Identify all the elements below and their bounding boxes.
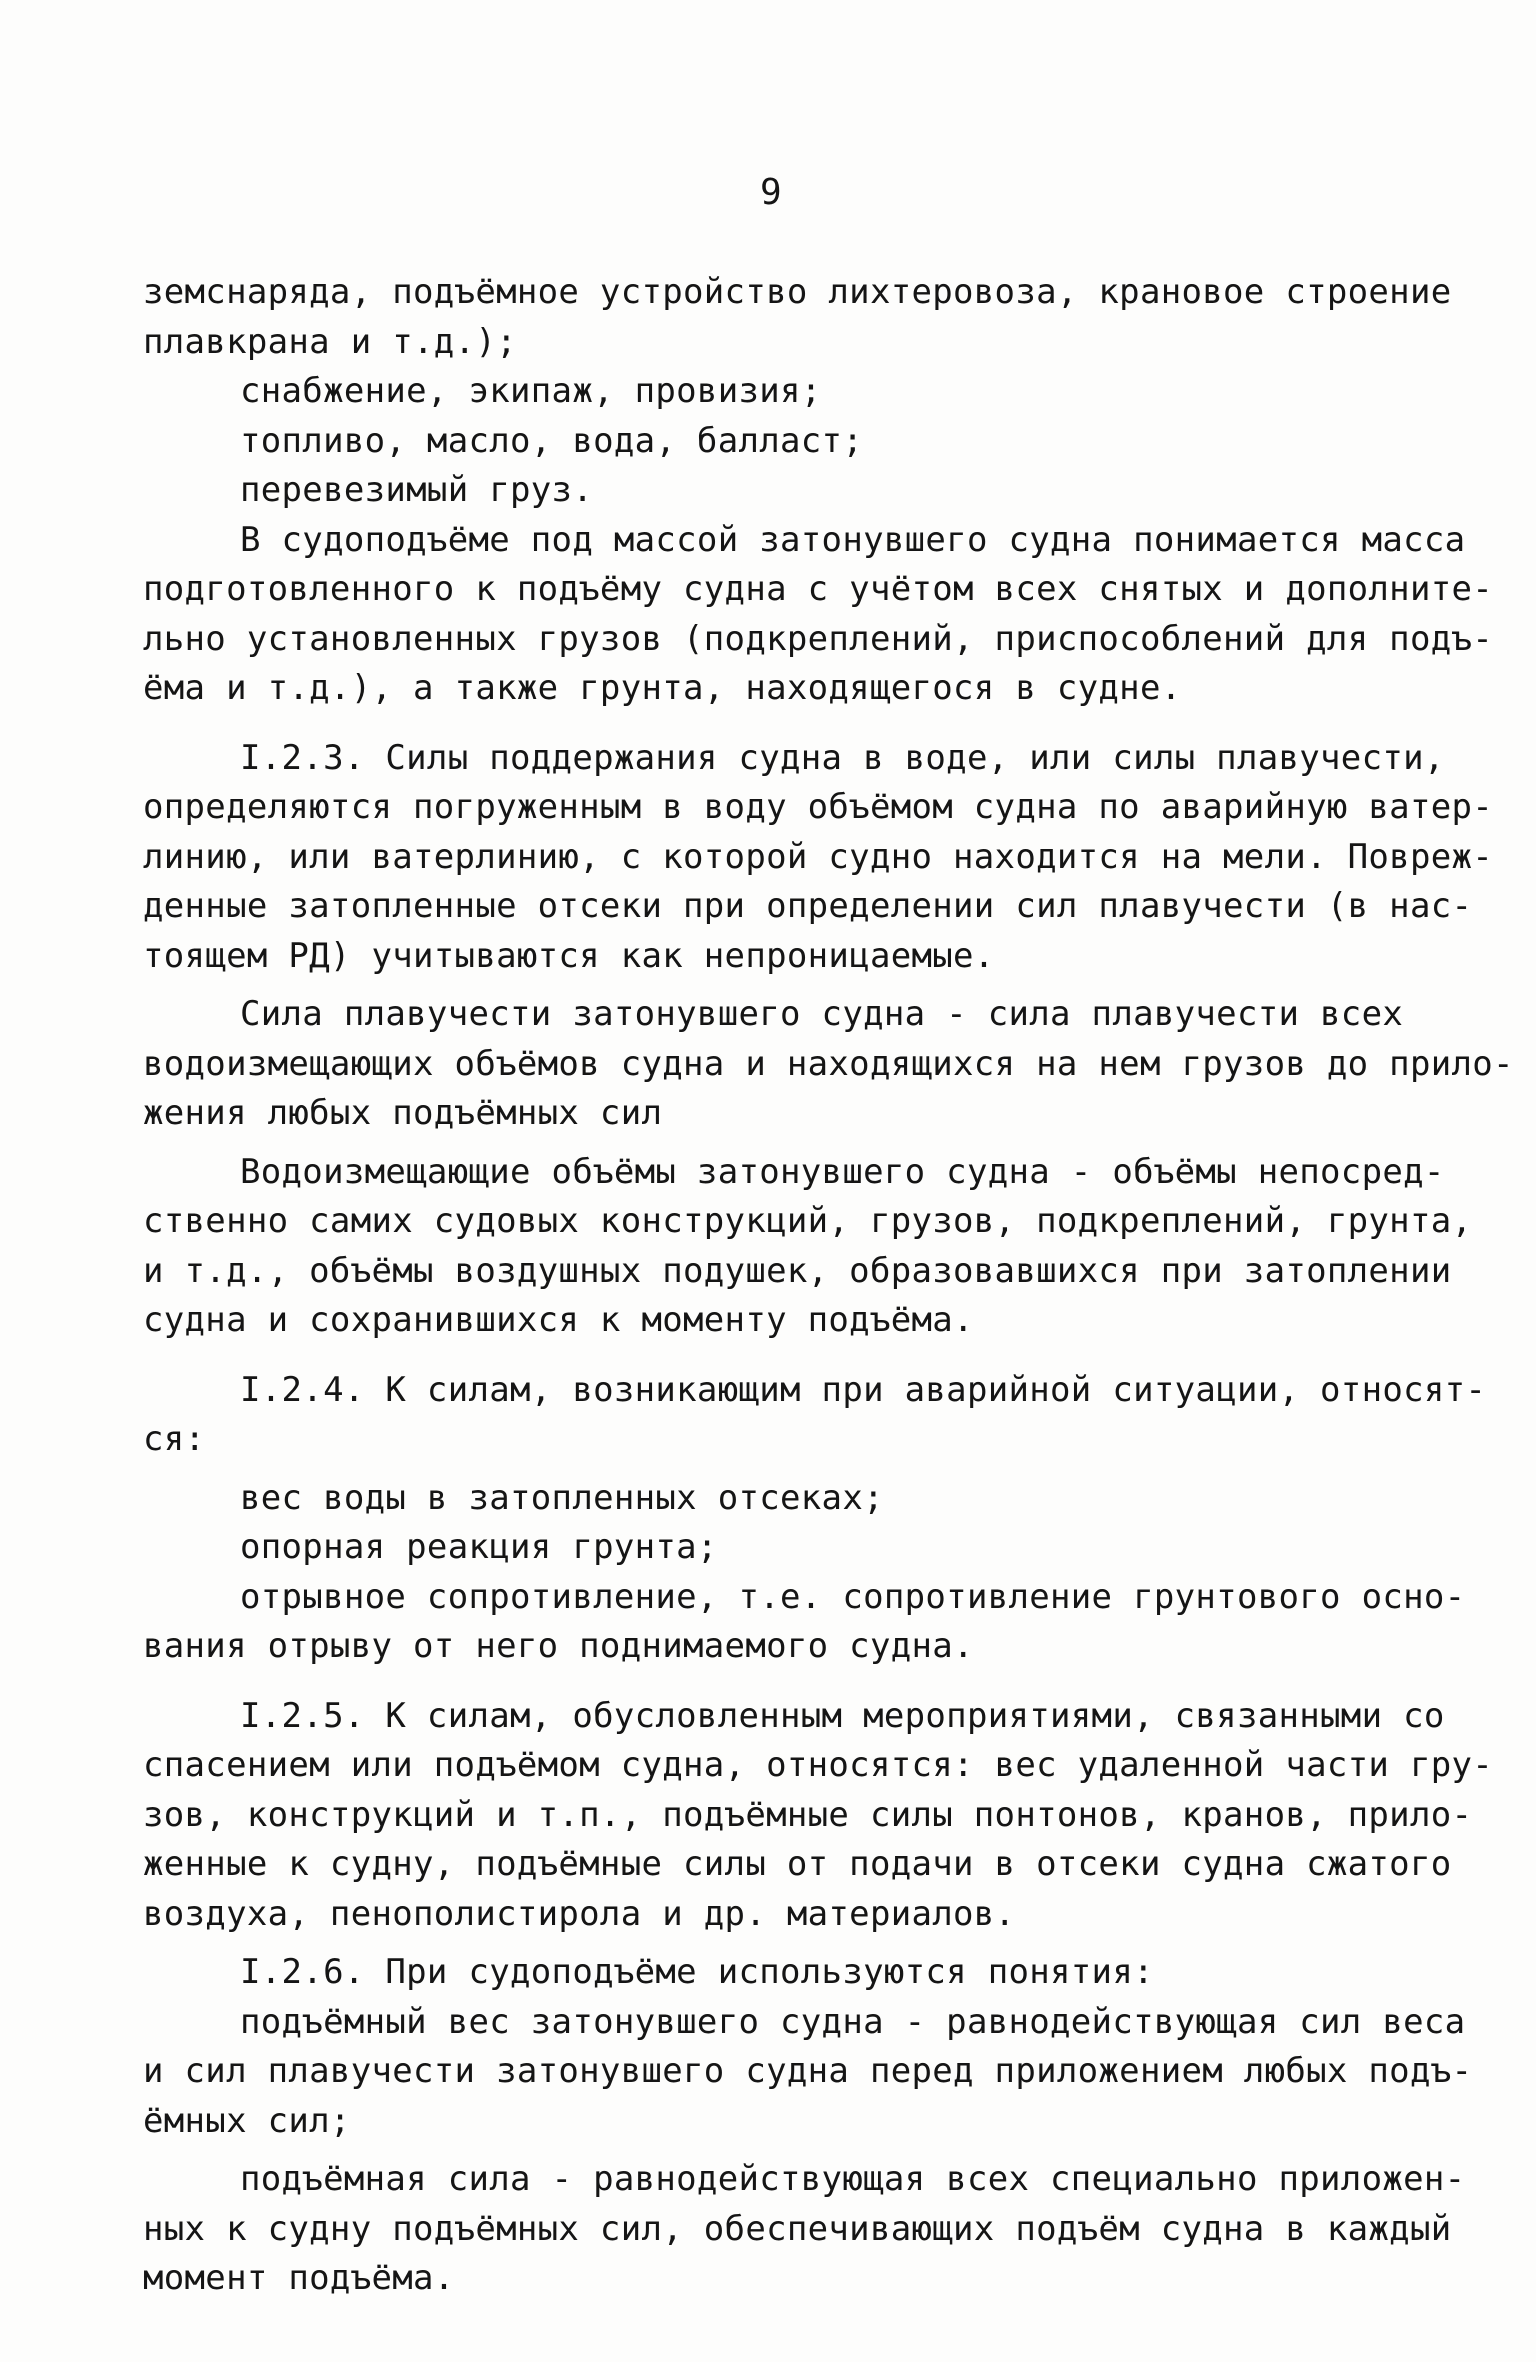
text-line: тоящем РД) учитываются как непроницаемые.	[143, 935, 995, 976]
text-line: водоизмещающих объёмов судна и находящихся на нем грузов до прило-	[143, 1043, 1514, 1084]
text-line: перевезимый груз.	[240, 470, 594, 510]
text-line: ся:	[143, 1419, 206, 1459]
text-line: льно установленных грузов (подкреплений, приспособлений для подъ-	[143, 618, 1494, 659]
text-line: судна и сохранившихся к моменту подъёма.	[143, 1300, 974, 1340]
text-line: денные затопленные отсеки при определении сил плавучести (в нас-	[143, 886, 1473, 926]
text-line: и сил плавучести затонувшего судна перед приложением любых подъ-	[143, 2051, 1473, 2091]
text-line: снабжение, экипаж, провизия;	[240, 371, 822, 411]
text-line: I.2.4. К силам, возникающим при аварийной ситуации, относят-	[240, 1369, 1487, 1410]
text-line: подъёмный вес затонувшего судна - равнодействующая сил веса	[240, 2001, 1466, 2042]
text-line: зов, конструкций и т.п., подъёмные силы понтонов, кранов, прило-	[143, 1794, 1473, 1835]
text-line: Водоизмещающие объёмы затонувшего судна - объёмы непосред-	[240, 1151, 1445, 1192]
text-line: линию, или ватерлинию, с которой судно находится на мели. Повреж-	[143, 836, 1494, 877]
text-line: ных к судну подъёмных сил, обеспечивающих подъём судна в каждый	[143, 2208, 1452, 2249]
text-line: жения любых подъёмных сил	[143, 1093, 663, 1133]
text-line: топливо, масло, вода, балласт;	[240, 420, 864, 461]
text-line: момент подъёма.	[143, 2258, 455, 2298]
text-line: В судоподъёме под массой затонувшего судна понимается масса	[240, 519, 1466, 560]
text-line: I.2.3. Силы поддержания судна в воде, или силы плавучести,	[240, 737, 1445, 778]
text-line: Сила плавучести затонувшего судна - сила плавучести всех	[240, 994, 1404, 1034]
text-line: вания отрыву от него поднимаемого судна.	[143, 1626, 974, 1666]
text-line: подъёмная сила - равнодействующая всех специально приложен-	[240, 2159, 1466, 2199]
text-line: и т.д., объёмы воздушных подушек, образовавшихся при затоплении	[143, 1250, 1452, 1291]
text-line: подготовленного к подъёму судна с учётом всех снятых и дополните-	[143, 569, 1494, 609]
text-line: опорная реакция грунта;	[240, 1527, 718, 1567]
text-line: определяются погруженным в воду объёмом судна по аварийную ватер-	[143, 787, 1494, 827]
text-line: спасением или подъёмом судна, относятся: вес удаленной части гру-	[143, 1745, 1494, 1785]
text-line: женные к судну, подъёмные силы от подачи в отсеки судна сжатого	[143, 1844, 1452, 1884]
text-line: I.2.5. К силам, обусловленным мероприятиями, связанными со	[240, 1695, 1445, 1736]
body-text	[143, 268, 1514, 2304]
text-line: отрывное сопротивление, т.е. сопротивление грунтового осно-	[240, 1576, 1466, 1617]
text-line: плавкрана и т.д.);	[143, 321, 517, 362]
text-line: земснаряда, подъёмное устройство лихтеровоза, крановое строение	[143, 272, 1452, 312]
text-line: ёмных сил;	[143, 2100, 351, 2141]
page-number: 9	[760, 172, 782, 213]
text-line: ёма и т.д.), а также грунта, находящегося в судне.	[143, 668, 1182, 708]
text-line: I.2.6. При судоподъёме используются понятия:	[240, 1952, 1154, 1992]
text-line: вес воды в затопленных отсеках;	[240, 1477, 884, 1518]
text-line: ственно самих судовых конструкций, грузов, подкреплений, грунта,	[143, 1201, 1473, 1241]
text-line: воздуха, пенополистирола и др. материалов.	[143, 1893, 1016, 1934]
